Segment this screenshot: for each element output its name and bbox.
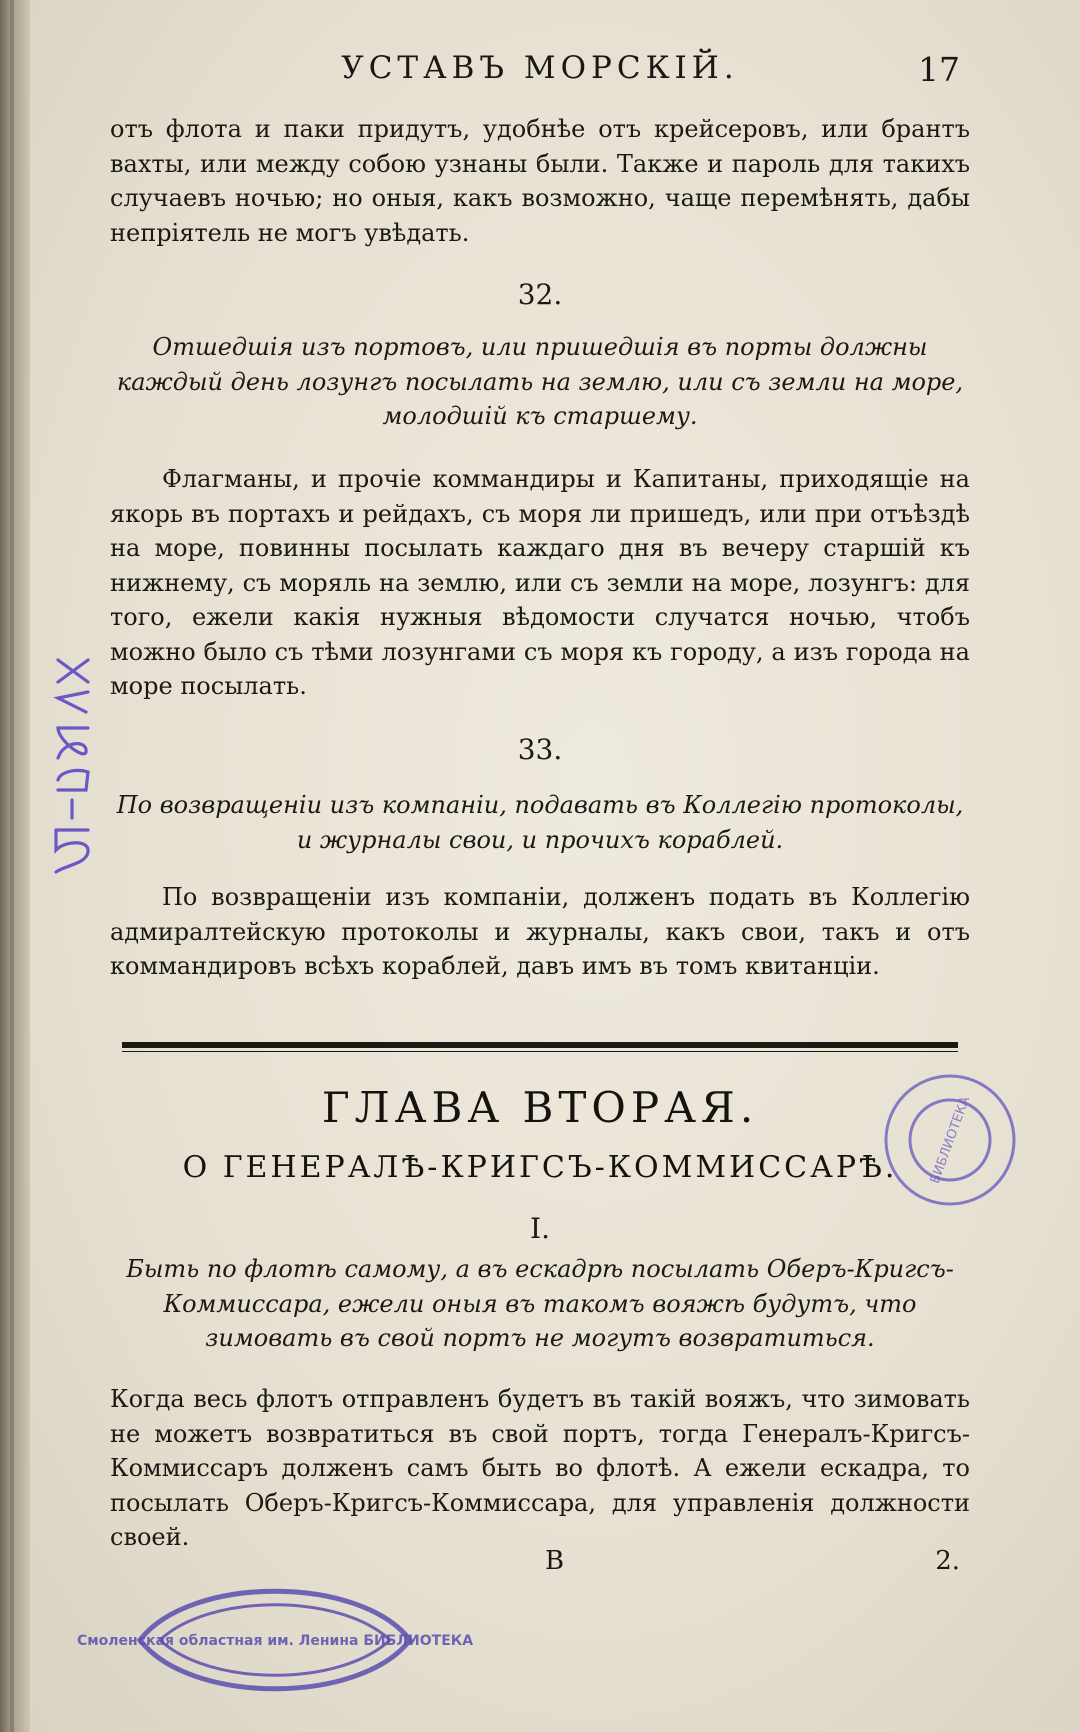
handwritten-shelfmark — [36, 640, 96, 880]
chapter-article-1-summary-block — [110, 1252, 970, 1356]
book-binding-edge — [0, 0, 30, 1732]
article-32-summary-block — [110, 330, 970, 434]
continuation-block — [110, 112, 970, 250]
chapter-article-1 — [110, 1212, 970, 1245]
round-library-stamp — [880, 1070, 1020, 1210]
oval-stamp-text: Смоленская областная им. Ленина БИБЛИОТЕКА — [76, 1633, 474, 1649]
chapter-article-1-number: I. — [530, 1212, 550, 1245]
continuation-paragraph: отъ флота и паки придутъ, удобнѣе отъ крейсеровъ, или брантъ вахты, или между собою узнаны были. Также и пароль для такихъ случаевъ ночью; но оныя, какъ возможно, чаще перемѣнять, дабы непріятель не могъ увѣдать. — [110, 115, 970, 247]
chapter-article-1-text: Когда весь флотъ отправленъ будетъ въ такій вояжъ, что зимовать не можетъ возвратиться въ свой портъ, тогда Генералъ-Кригсъ-Коммиссаръ долженъ самъ быть во флотѣ. А ежели ескадра, то посылать Оберъ-Кригсъ-Коммиссара, для управленія должности своей. — [110, 1385, 970, 1551]
oval-library-stamp — [76, 1565, 474, 1715]
catchword: 2. — [935, 1546, 960, 1576]
article-32-number: 32. — [517, 278, 563, 311]
article-33-text-block — [110, 880, 970, 984]
article-33-summary: По возвращеніи изъ компаніи, подавать въ Коллегію протоколы, и журналы свои, и прочихъ кораблей. — [116, 791, 964, 854]
article-32-summary: Отшедшія изъ портовъ, или пришедшія въ порты должны каждый день лозунгъ посылать на землю, или съ земли на море, молодшій къ старшему. — [116, 333, 964, 430]
page-number: 17 — [918, 50, 960, 89]
article-33 — [110, 733, 970, 766]
chapter-article-1-summary: Быть по флотѣ самому, а въ ескадрѣ посылать Оберъ-Кригсъ-Коммиссара, ежели оныя въ такомъ вояжѣ будутъ, что зимовать въ свой портъ не могутъ возвратиться. — [126, 1255, 954, 1352]
chapter-subtitle: О ГЕНЕРАЛѢ-КРИГСЪ-КОММИССАРѢ. — [182, 1150, 898, 1185]
article-33-text: По возвращеніи изъ компаніи, долженъ подать въ Коллегію адмиралтейскую протоколы и журналы, какъ свои, такъ и отъ коммандировъ всѣхъ кораблей, давъ имъ въ томъ квитанціи. — [110, 883, 970, 980]
article-33-summary-block — [110, 788, 970, 857]
article-32 — [110, 278, 970, 311]
chapter-article-1-text-block — [110, 1382, 970, 1555]
chapter-divider-rule — [122, 1042, 958, 1048]
round-stamp-text: БИБЛИОТЕКА — [927, 1094, 974, 1186]
article-33-number: 33. — [517, 733, 563, 766]
running-head: УСТАВЪ МОРСКІЙ. — [341, 50, 739, 86]
article-32-text: Флагманы, и прочіе коммандиры и Капитаны, приходящіе на якорь въ портахъ и рейдахъ, съ моря ли пришедъ, или при отъѣздѣ на море, повинны посылать каждаго дня въ вечеру старшій къ нижнему, съ моряль на землю, или съ земли на море, лозунгъ: для того, ежели какія нужныя вѣдомости случатся ночью, чтобъ можно было съ тѣми лозунгами съ моря къ городу, а изъ города на море посылать. — [110, 465, 970, 700]
page-header — [110, 50, 970, 100]
chapter-title: ГЛАВА ВТОРАЯ. — [321, 1083, 759, 1132]
signature-mark: В — [545, 1546, 565, 1576]
chapter-divider-thin-rule — [122, 1051, 958, 1052]
binding-thread — [10, 0, 14, 1732]
article-32-text-block — [110, 462, 970, 704]
